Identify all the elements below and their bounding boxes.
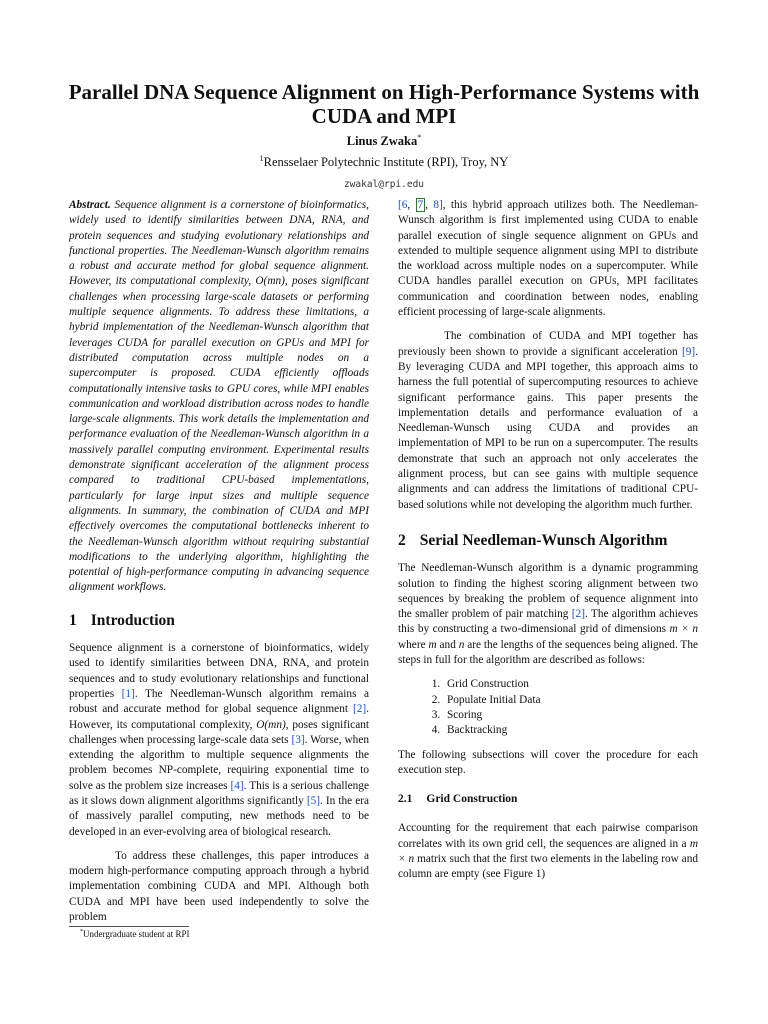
section-1-heading [69,613,369,628]
intro-text: , this hybrid approach utilizes both. The Needleman-Wunsch algorithm is first implemented using CUDA to enable parallel execution of single sequence alignment on GPUs and extended to multiple sequence alignment using MPI to distribute the workload across multiple nodes on a supercomputer. While CUDA handles parallel execution on GPUs, MPI facilitates communication and coordination between nodes, enabling efficient processing of large-scale alignments. [398,199,698,319]
footnote-text: Undergraduate student at RPI [83,929,190,939]
subsection-title: Grid Construction [426,793,518,806]
intro-text: The combination of CUDA and MPI together has previously been shown to provide a significant acceleration [398,330,698,358]
section-text: matrix such that the first two elements in the labeling row and column are empty (see Figure 1) [398,852,698,881]
author-name-text: Linus Zwaka [346,134,418,149]
abstract [69,198,369,596]
affiliation-mark: 1 [259,154,264,163]
dimension-math: m × n [669,623,698,636]
citation-link[interactable]: 8] [433,199,443,211]
section-text: . The algorithm achieves this by constructing a two-dimensional grid of dimensions [398,608,698,636]
intro-text: . Worse, when extending the algorithm to multiple sequence alignments the problem becomes NP-complete, requiring exponential time to solve as the problem size increases [69,733,369,792]
footnote-divider [69,926,189,927]
intro-paragraph-1 [69,641,369,840]
section-text: where [398,638,429,651]
left-column [69,198,369,925]
author-email: zwakal@rpi.edu [343,179,425,190]
citation-link[interactable]: [2] [352,703,367,716]
var-m: m [428,638,437,651]
intro-paragraph-2-continued [398,198,698,320]
list-item: 2. Populate Initial Data [443,693,698,708]
section-2-heading [398,533,698,548]
citation-link[interactable]: [6 [398,199,408,211]
citation-link[interactable]: [1] [121,687,135,700]
var-n: n [458,638,465,651]
section-1-title: Introduction [90,611,175,629]
intro-text: Sequence alignment is a cornerstone of bioinformatics, widely used to identify similarities between DNA, RNA, and protein sequences and to study evolutionary relationships and functional properties [69,642,369,700]
affiliation [0,154,768,170]
subsection-number: 2.1 [398,793,413,806]
section-2-title: Serial Needleman-Wunsch Algorithm [419,531,668,549]
list-item: 3. Scoring [443,708,698,723]
intro-text: To address these challenges, this paper introduces a modern high-performance computing approach through a hybrid implementation combining CUDA and MPI. Although both CUDA and MPI have been used independently to solve the problem [69,849,369,924]
section-text: are the lengths of the sequences being aligned. The steps in full for the algorithm are described as follows: [398,638,699,667]
section-text: The Needleman-Wunsch algorithm is a dynamic programming solution to finding the highest scoring alignment between two sequences by breaking the problem of sequence alignment into the smaller problem of pair matching [398,562,698,621]
author-footnote-mark: * [417,133,422,142]
citation-link[interactable]: [4] [230,779,244,792]
footnote [80,929,190,939]
citation-separator: , [425,199,434,211]
subsection-2-1-heading [398,792,698,807]
list-item: 1. Grid Construction [443,677,698,692]
affiliation-text: Rensselaer Polytechnic Institute (RPI), Troy, NY [263,155,509,170]
section-2-1-paragraph [398,821,698,882]
citation-link[interactable]: [9] [681,345,696,358]
section-2-number: 2 [398,531,406,549]
abstract-text: Sequence alignment is a cornerstone of bioinformatics, widely used to identify similarities between DNA, RNA, and protein sequences and studying evolutionary relationships and functional properties. The Needleman-Wunsch algorithm remains a robust and accurate method for global sequence alignment. However, its computational complexity, O(mn), poses significant challenges when processing large-scale datasets or performing multiple sequence alignments. To address these limitations, a hybrid implementation of the Needleman-Wunsch algorithm that leverages CUDA for parallel execution on GPUs and MPI for distributed computation across multiple nodes on a supercomputer is proposed. CUDA efficiently offloads computationally intensive tasks to GPU cores, while MPI enables communication and workload distribution across nodes to handle large-scale alignments. This work details the implementation and performance evaluation of the Needleman-Wunsch algorithm in a massively parallel computing environment. Experimental results demonstrate significant acceleration of the alignment process compared to traditional CPU-based implementations, particularly for large input sizes and multiple sequence alignments. In summary, the combination of CUDA and MPI effectively overcomes the computational bottlenecks inherent to the Needleman-Wunsch algorithm without requiring substantial modifications to the underlying algorithm, highlighting the potential of high-performance computing in advancing sequence alignment workflows. [69,199,370,594]
section-2-paragraph-2: The following subsections will cover the procedure for each execution step. [398,748,698,776]
citation-link[interactable]: [5] [306,794,321,807]
intro-text: . In the era of massively parallel computing, new methods need to be developed in an ever-evolving area of biological research. [69,794,369,838]
section-2-paragraph-1 [398,561,698,668]
abstract-label: Abstract. [69,199,111,211]
right-column [398,198,698,883]
footnote-mark: * [80,929,83,935]
citation-separator: , [407,199,416,211]
citation-link[interactable]: 7 [417,199,424,211]
list-item: 4. Backtracking [443,723,698,738]
complexity-math: O(mn) [256,718,286,731]
citation-link[interactable]: [3] [291,733,305,746]
intro-text: . This is a serious challenge as it slows down alignment algorithms significantly [69,779,369,807]
intro-paragraph-3 [398,329,698,513]
section-text: Accounting for the requirement that each pairwise comparison correlates with its own grid cell, the sequences are aligned in a [398,822,698,850]
citation-link[interactable]: [2] [571,608,585,621]
intro-text: . By leveraging CUDA and MPI together, this approach aims to harness the full potential of supercomputing resources to achieve significant performance gains. This paper presents the implementation details and performance evaluation of a Needleman-Wunsch using CUDA and provides an implementation of MPI to be run on a supercomputer. The results demonstrate that such an approach not only accelerates the alignment process, but can see gains with multiple sequence alignments and can address the limitations of traditional CPU-based solutions while not developing the algorithm much further. [398,345,698,511]
intro-paragraph-2-start [69,849,369,925]
intro-text: . However, its computational complexity, [69,703,369,731]
algorithm-steps-list [398,677,698,738]
dimension-math: m × n [398,837,698,865]
intro-text: , poses significant challenges when processing large-scale data sets [69,718,369,746]
section-text: and [436,638,459,651]
author-name [0,133,768,149]
paper-title: Parallel DNA Sequence Alignment on High-Performance Systems with CUDA and MPI [68,80,700,128]
section-1-number: 1 [69,611,77,629]
intro-text: . The Needleman-Wunsch algorithm remains a robust and accurate method for global sequence alignment [69,687,369,716]
